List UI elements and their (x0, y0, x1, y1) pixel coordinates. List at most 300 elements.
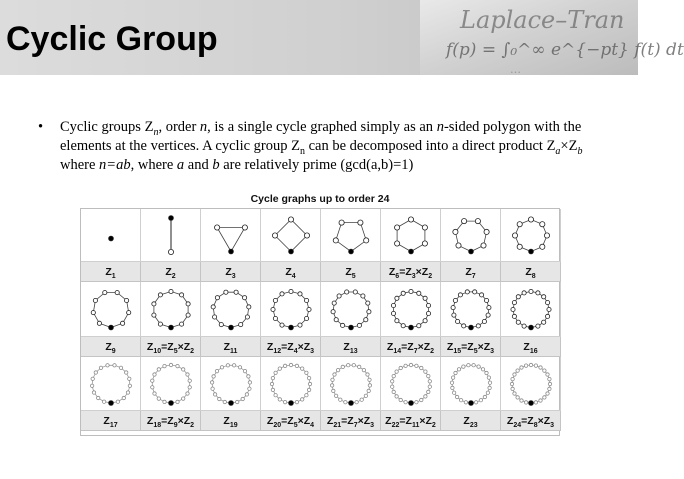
vertex (163, 364, 166, 367)
group-label-z23: $Z_{23}$ (441, 411, 501, 431)
vertex (479, 399, 482, 402)
vertex (238, 366, 241, 369)
vertex (243, 369, 246, 372)
vertex (481, 243, 486, 248)
cycle-graph-z1 (81, 209, 141, 262)
vertex (336, 368, 339, 371)
formula-background-image (420, 0, 684, 76)
vertex (245, 393, 248, 396)
vertex (247, 375, 250, 378)
vertex (224, 290, 228, 294)
group-label-z7: $Z_7$ (441, 262, 501, 282)
identity-vertex (109, 236, 114, 241)
vertex (536, 324, 540, 328)
bullet-icon: • (38, 119, 44, 135)
group-label-z13: $Z_{13}$ (321, 337, 381, 357)
group-label-z14: $Z_{14}=Z_7\times Z_2$ (381, 337, 441, 357)
vertex (548, 377, 551, 380)
vertex (215, 369, 218, 372)
group-label-z5: $Z_5$ (321, 262, 381, 282)
vertex (424, 370, 427, 373)
cycle-edges (272, 365, 310, 403)
vertex (239, 323, 243, 327)
group-label-z9: $Z_9$ (81, 337, 141, 357)
vertex (182, 397, 185, 400)
vertex (99, 366, 102, 369)
vertex (232, 364, 235, 367)
subscript: n (153, 126, 159, 138)
text-run: ×Z (560, 138, 578, 154)
text-run: , is a single cycle graphed simply as an (207, 119, 437, 135)
vertex (305, 316, 309, 320)
vertex (304, 233, 309, 238)
vertex (422, 225, 427, 230)
vertex (516, 396, 519, 399)
vertex (453, 229, 458, 234)
vertex (485, 298, 489, 302)
vertex (516, 369, 519, 372)
vertex (392, 374, 395, 377)
vertex (395, 370, 398, 373)
identity-vertex (349, 249, 354, 254)
vertex (539, 366, 542, 369)
vertex (211, 387, 214, 390)
vertex (427, 374, 430, 377)
vertex (307, 307, 311, 311)
vertex (472, 364, 475, 367)
vertex (462, 324, 466, 328)
cycle-edges (217, 228, 245, 252)
vertex (298, 323, 302, 327)
text-run: a (176, 157, 185, 173)
vertex (339, 220, 344, 225)
identity-vertex (409, 401, 414, 406)
vertex (90, 384, 93, 387)
vertex (334, 318, 338, 322)
vertex (305, 298, 309, 302)
cycle-graph-z9 (81, 282, 141, 337)
vertex (368, 384, 371, 387)
vertex (102, 400, 105, 403)
vertex (539, 399, 542, 402)
vertex (332, 389, 335, 392)
vertex (241, 397, 244, 400)
vertex (467, 364, 470, 367)
vertex (548, 382, 551, 385)
group-label-z2: $Z_2$ (141, 262, 201, 282)
vertex (188, 386, 191, 389)
vertex (529, 289, 533, 293)
vertex (215, 296, 219, 300)
identity-vertex (289, 401, 294, 406)
vertex (212, 375, 215, 378)
vertex (242, 225, 247, 230)
vertex (220, 366, 223, 369)
vertex (188, 379, 191, 382)
vertex (271, 376, 274, 379)
vertex (367, 389, 370, 392)
cycle-graph-z15 (441, 282, 501, 337)
text-run: , order (158, 119, 200, 135)
cycle-graph-z2 (141, 209, 201, 262)
group-label-z12: $Z_{12}=Z_4\times Z_3$ (261, 337, 321, 357)
vertex (236, 400, 239, 403)
vertex (347, 364, 350, 367)
vertex (428, 380, 431, 383)
vertex (243, 296, 247, 300)
vertex (456, 319, 460, 323)
vertex (451, 376, 454, 379)
text-run: b (212, 157, 220, 173)
vertex (391, 385, 394, 388)
vertex (462, 219, 467, 224)
vertex (450, 381, 453, 384)
vertex (353, 290, 357, 294)
vertex (289, 289, 293, 293)
vertex (364, 394, 367, 397)
vertex (426, 303, 430, 307)
vertex (94, 371, 97, 374)
vertex (280, 323, 284, 327)
vertex (548, 387, 551, 390)
vertex (361, 294, 365, 298)
vertex (283, 400, 286, 403)
vertex (152, 302, 156, 306)
vertex (358, 365, 361, 368)
vertex (289, 363, 292, 366)
vertex (125, 298, 129, 302)
title-banner (0, 0, 684, 76)
identity-vertex (349, 325, 354, 330)
vertex (454, 371, 457, 374)
vertex (409, 363, 412, 366)
vertex (330, 384, 333, 387)
vertex (115, 291, 119, 295)
cycle-edges (273, 292, 309, 328)
vertex (97, 321, 101, 325)
vertex (91, 377, 94, 380)
vertex (248, 387, 251, 390)
vertex (452, 313, 456, 317)
identity-vertex (229, 325, 234, 330)
vertex (245, 315, 249, 319)
vertex (355, 401, 358, 404)
group-label-z8: $Z_8$ (501, 262, 561, 282)
vertex (278, 367, 281, 370)
vertex (153, 373, 156, 376)
vertex (341, 323, 345, 327)
cycle-edges (336, 223, 366, 252)
identity-vertex (289, 249, 294, 254)
vertex (213, 393, 216, 396)
vertex (465, 290, 469, 294)
vertex (543, 396, 546, 399)
cycle-graph-z20 (261, 357, 321, 411)
identity-vertex (169, 325, 174, 330)
identity-vertex (169, 401, 174, 406)
vertex (176, 364, 179, 367)
vertex (420, 366, 423, 369)
vertex (417, 291, 421, 295)
vertex (462, 365, 465, 368)
vertex (358, 220, 363, 225)
vertex (546, 373, 549, 376)
vertex (186, 392, 189, 395)
group-label-z19: $Z_{19}$ (201, 411, 261, 431)
text-run: can be decomposed into a direct product Z (304, 138, 556, 154)
cycle-edges (275, 220, 307, 252)
identity-vertex (409, 325, 414, 330)
vertex (163, 400, 166, 403)
formula-equation: f(p) = ∫₀^∞ e^{−pt} f(t) dt (446, 40, 684, 60)
vertex (169, 289, 173, 293)
vertex (486, 313, 490, 317)
vertex (333, 373, 336, 376)
vertex (215, 225, 220, 230)
vertex (473, 290, 477, 294)
vertex (248, 381, 251, 384)
vertex (152, 313, 156, 317)
vertex (512, 314, 516, 318)
text-run: , where (130, 157, 177, 173)
vertex (91, 311, 95, 315)
cycle-graph-z7 (441, 209, 501, 262)
vertex (333, 238, 338, 243)
vertex (511, 387, 514, 390)
vertex (408, 217, 413, 222)
vertex (366, 301, 370, 305)
vertex (517, 244, 522, 249)
identity-vertex (229, 249, 234, 254)
identity-vertex (289, 325, 294, 330)
vertex (270, 382, 273, 385)
cycle-graph-z12 (261, 282, 321, 337)
vertex (395, 225, 400, 230)
vertex (455, 395, 458, 398)
group-label-z24: $Z_{24}=Z_8\times Z_3$ (501, 411, 561, 431)
vertex (482, 319, 486, 323)
vertex (520, 399, 523, 402)
identity-vertex (109, 325, 114, 330)
vertex (280, 292, 284, 296)
vertex (513, 373, 516, 376)
vertex (157, 368, 160, 371)
vertex (528, 217, 533, 222)
group-label-z3: $Z_3$ (201, 262, 261, 282)
vertex (480, 293, 484, 297)
cycle-graph-z23 (441, 357, 501, 411)
vertex (427, 390, 430, 393)
vertex (516, 320, 520, 324)
vertex (186, 373, 189, 376)
identity-vertex (529, 325, 534, 330)
vertex (513, 392, 516, 395)
cycle-graph-z22 (381, 357, 441, 411)
vertex (522, 324, 526, 328)
vertex (186, 302, 190, 306)
vertex (151, 386, 154, 389)
identity-vertex (229, 401, 234, 406)
vertex (121, 321, 125, 325)
cycle-graph-z24 (501, 357, 561, 411)
vertex (459, 399, 462, 402)
vertex (283, 364, 286, 367)
cycle-graph-z10 (141, 282, 201, 337)
vertex (273, 316, 277, 320)
vertex (546, 392, 549, 395)
identity-vertex (109, 401, 114, 406)
vertex (364, 318, 368, 322)
vertex (151, 379, 154, 382)
group-label-z18: $Z_{18}=Z_9\times Z_2$ (141, 411, 201, 431)
vertex (182, 368, 185, 371)
vertex (476, 324, 480, 328)
vertex (404, 401, 407, 404)
vertex (295, 400, 298, 403)
vertex (218, 397, 221, 400)
vertex (520, 366, 523, 369)
vertex (474, 401, 477, 404)
vertex (288, 217, 293, 222)
vertex (511, 377, 514, 380)
vertex (415, 401, 418, 404)
vertex (213, 315, 217, 319)
vertex (274, 394, 277, 397)
vertex (477, 365, 480, 368)
vertex (169, 363, 172, 366)
vertex (103, 291, 107, 295)
vertex (417, 324, 421, 328)
vertex (399, 366, 402, 369)
cycle-graphs-figure (80, 193, 562, 437)
vertex (125, 371, 128, 374)
vertex (367, 310, 371, 314)
vertex (423, 319, 427, 323)
vertex (153, 392, 156, 395)
vertex (339, 398, 342, 401)
vertex (524, 364, 527, 367)
cycle-graph-z14 (381, 282, 441, 337)
vertex (522, 291, 526, 295)
vertex (362, 368, 365, 371)
vertex (298, 292, 302, 296)
vertex (481, 368, 484, 371)
vertex (226, 364, 229, 367)
vertex (401, 324, 405, 328)
group-label-z15: $Z_{15}=Z_5\times Z_3$ (441, 337, 501, 357)
vertex (484, 229, 489, 234)
vertex (127, 311, 131, 315)
vertex (544, 233, 549, 238)
vertex (274, 371, 277, 374)
vertex (345, 290, 349, 294)
vertex (424, 395, 427, 398)
vertex (331, 378, 334, 381)
vertex (271, 307, 275, 311)
vertex (97, 396, 100, 399)
cycle-graph-z16 (501, 282, 561, 337)
subscript: n (299, 145, 305, 157)
vertex (546, 314, 550, 318)
vertex (210, 381, 213, 384)
vertex (391, 303, 395, 307)
vertex (420, 398, 423, 401)
vertex (458, 293, 462, 297)
vertex (357, 323, 361, 327)
vertex (395, 241, 400, 246)
vertex (422, 241, 427, 246)
vertex (223, 400, 226, 403)
figure-title: Cycle graphs up to order 24 (250, 193, 390, 205)
vertex (543, 369, 546, 372)
vertex (547, 307, 551, 311)
bullet-item (38, 118, 608, 175)
group-label-z16: $Z_{16}$ (501, 337, 561, 357)
vertex (512, 301, 516, 305)
vertex (451, 386, 454, 389)
vertex (168, 249, 173, 254)
vertex (158, 322, 162, 326)
vertex (529, 363, 532, 366)
vertex (93, 298, 97, 302)
vertex (186, 313, 190, 317)
vertex (106, 364, 109, 367)
vertex (113, 364, 116, 367)
text-run: and (184, 157, 213, 173)
vertex (157, 397, 160, 400)
vertex (524, 401, 527, 404)
cycle-graph-table (80, 208, 560, 436)
vertex (453, 298, 457, 302)
text-run: -sided polygon with the elements at the vertices. A cyclic group Z (60, 119, 582, 154)
vertex (428, 385, 431, 388)
vertex (457, 368, 460, 371)
vertex (392, 390, 395, 393)
vertex (399, 398, 402, 401)
vertex (395, 296, 399, 300)
vertex (331, 310, 335, 314)
text-run: are relatively prime (gcd(a,b)=1) (219, 157, 414, 173)
group-label-z17: $Z_{17}$ (81, 411, 141, 431)
cycle-graph-z19 (201, 357, 261, 411)
vertex (337, 294, 341, 298)
group-label-z21: $Z_{21}=Z_7\times Z_3$ (321, 411, 381, 431)
vertex (488, 386, 491, 389)
identity-vertex (469, 401, 474, 406)
vertex (334, 394, 337, 397)
vertex (516, 295, 520, 299)
vertex (451, 306, 455, 310)
vertex (512, 233, 517, 238)
cycle-graph-z18 (141, 357, 201, 411)
vertex (234, 290, 238, 294)
vertex (464, 401, 467, 404)
cycle-graph-z17 (81, 357, 141, 411)
identity-vertex (469, 325, 474, 330)
vertex (278, 398, 281, 401)
text-run: n (199, 119, 208, 135)
vertex (483, 395, 486, 398)
cycle-graph-z8 (501, 209, 561, 262)
vertex (368, 378, 371, 381)
vertex (271, 388, 274, 391)
cycle-graph-z11 (201, 282, 261, 337)
vertex (510, 382, 513, 385)
identity-vertex (169, 216, 174, 221)
vertex (119, 366, 122, 369)
vertex (352, 364, 355, 367)
vertex (426, 311, 430, 315)
